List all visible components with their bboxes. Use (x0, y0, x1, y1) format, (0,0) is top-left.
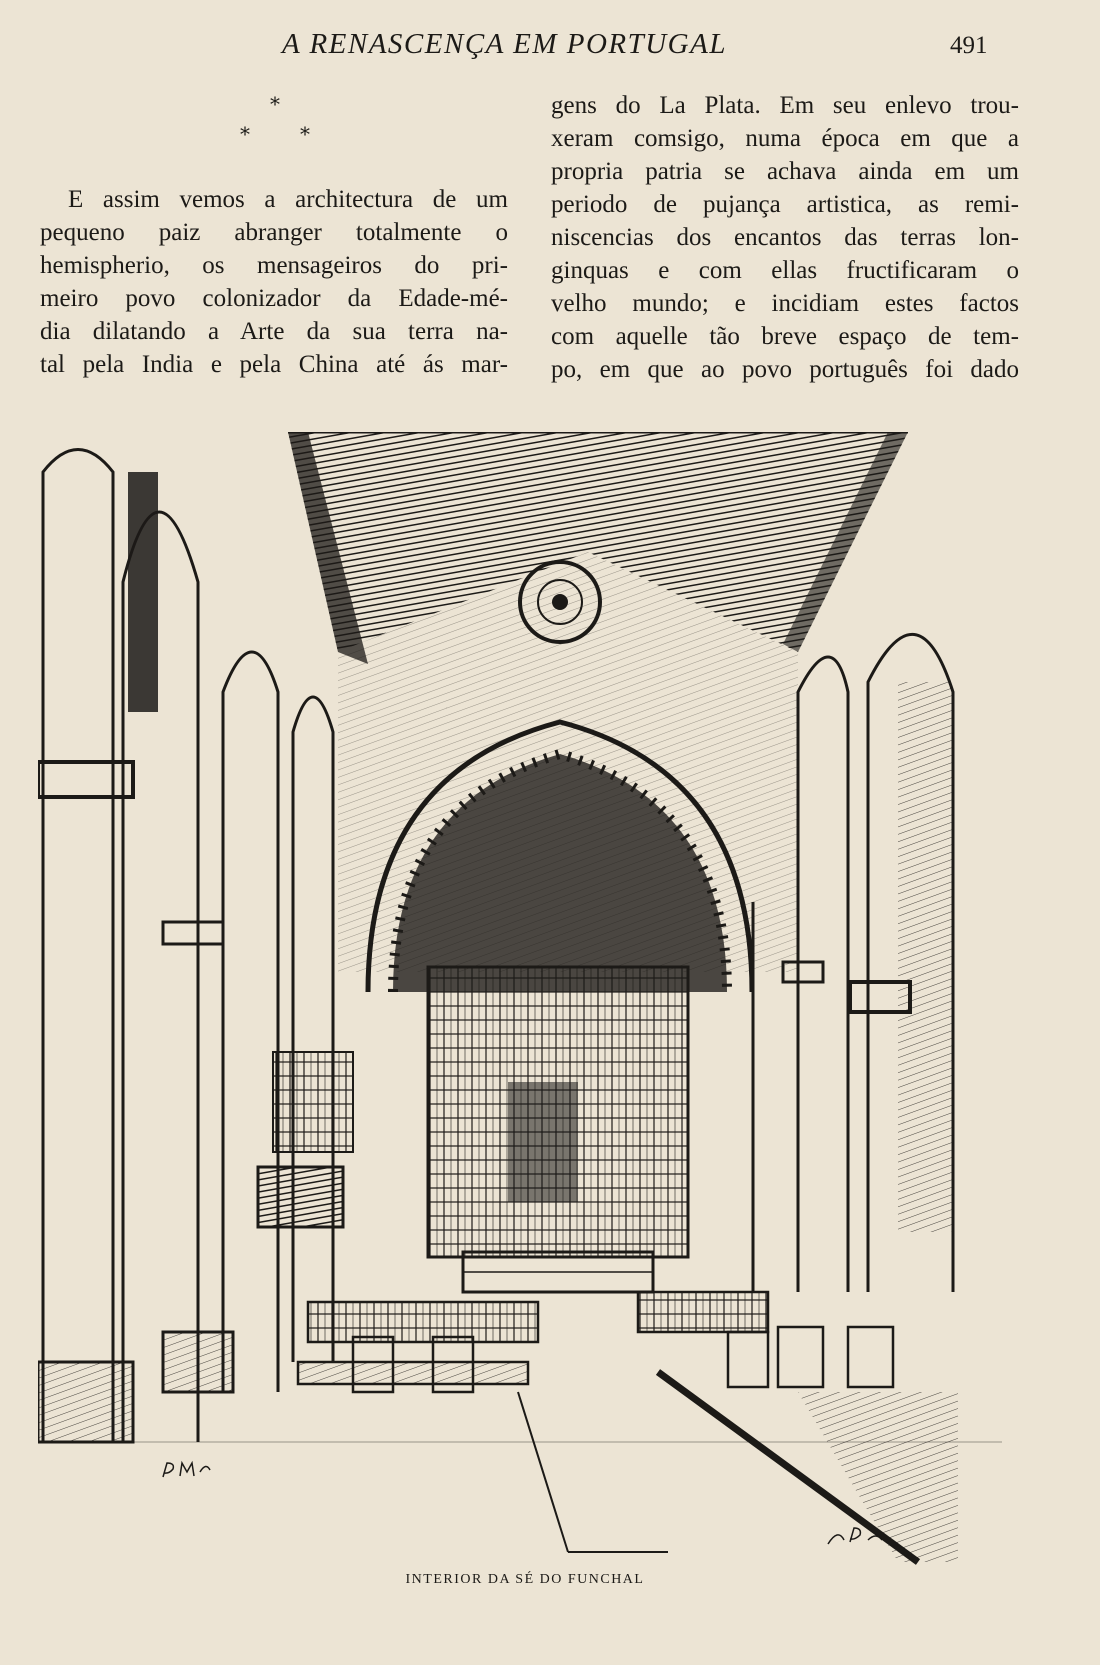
asterism-star: * (300, 122, 310, 146)
text-line: meiro povo colonizador da Edade-mé- (40, 285, 508, 312)
nave-floor (38, 1372, 1002, 1562)
figure-caption: INTERIOR DA SÉ DO FUNCHAL (405, 1572, 645, 1587)
asterism-star: * (240, 122, 250, 146)
text-line: periodo de pujança artistica, as remi- (551, 191, 1019, 218)
text-line: ginquas e com ellas fructificaram o (551, 257, 1019, 284)
text-line: dia dilatando a Arte da sua terra na- (40, 318, 508, 345)
asterism (230, 92, 330, 152)
text-line: velho mundo; e incidiam estes factos (551, 290, 1019, 317)
text-line: E assim vemos a architectura de um (68, 186, 508, 213)
choir-rails-and-chairs (298, 1292, 893, 1392)
pulpit (258, 1052, 353, 1227)
artist-signatures (163, 1463, 882, 1544)
cathedral-interior-illustration (38, 432, 1002, 1572)
left-column (40, 183, 508, 381)
text-line: xeram comsigo, numa época em que a (551, 125, 1019, 152)
text-line: po, em que ao povo português foi dado (551, 356, 1019, 383)
text-line: com aquelle tão breve espaço de tem- (551, 323, 1019, 350)
running-title: A RENASCENÇA EM PORTUGAL (282, 28, 727, 60)
text-line: tal pela India e pela China até ás mar- (40, 351, 508, 378)
text-line: propria patria se achava ainda em um (551, 158, 1019, 185)
left-arcade (38, 450, 333, 1443)
text-line: hemispherio, os mensageiros do pri- (40, 252, 508, 279)
text-line: pequeno paiz abranger totalmente o (40, 219, 508, 246)
page-number: 491 (950, 32, 988, 59)
text-line: gens do La Plata. Em seu enlevo trou- (551, 92, 1019, 119)
right-column (551, 89, 1019, 386)
altarpiece (428, 967, 688, 1292)
running-head (0, 28, 1100, 68)
asterism-star: * (270, 92, 280, 116)
text-line: niscencias dos encantos das terras lon- (551, 224, 1019, 251)
